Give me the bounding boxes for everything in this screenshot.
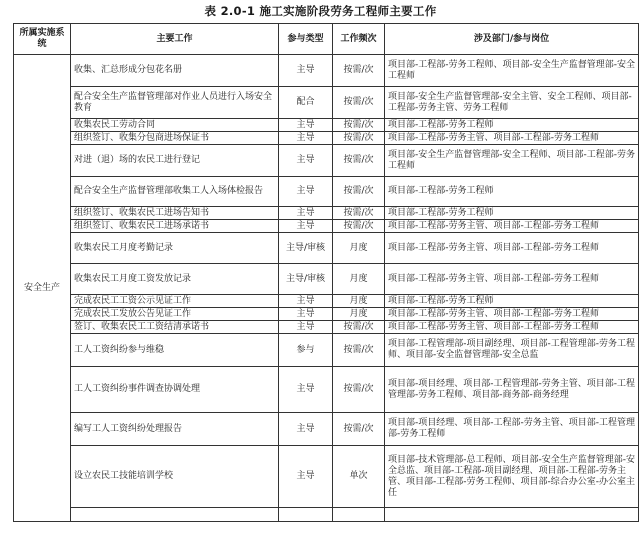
participation-type-cell: 主导 — [279, 367, 333, 413]
frequency-cell: 月度 — [333, 233, 385, 264]
frequency-cell: 按需/次 — [333, 55, 385, 87]
frequency-cell: 月度 — [333, 264, 385, 295]
table-row — [14, 132, 639, 145]
departments-cell: 项目部-工程部-劳务工程师 — [385, 119, 639, 132]
main-work-cell: 编写工人工资纠纷处理报告 — [71, 413, 279, 446]
table-row — [14, 264, 639, 295]
frequency-cell: 按需/次 — [333, 119, 385, 132]
system-category-cell: 安全生产 — [14, 55, 71, 522]
frequency-cell: 按需/次 — [333, 334, 385, 367]
frequency-cell: 按需/次 — [333, 177, 385, 207]
main-work-cell: 工人工资纠纷参与维稳 — [71, 334, 279, 367]
participation-type-cell: 主导 — [279, 55, 333, 87]
main-work-cell: 组织签订、收集农民工进场告知书 — [71, 207, 279, 220]
frequency-cell: 月度 — [333, 295, 385, 308]
frequency-cell: 按需/次 — [333, 367, 385, 413]
main-work-cell: 组织签订、收集农民工进场承诺书 — [71, 220, 279, 233]
table-row — [14, 367, 639, 413]
table-header-row — [14, 24, 639, 55]
main-work-cell: 收集农民工月度考勤记录 — [71, 233, 279, 264]
participation-type-cell: 主导/审核 — [279, 233, 333, 264]
departments-cell: 项目部-工程部-劳务工程师 — [385, 177, 639, 207]
participation-type-cell: 主导 — [279, 321, 333, 334]
table-row — [14, 413, 639, 446]
header-main-work: 主要工作 — [71, 24, 279, 55]
main-work-cell: 配合安全生产监督管理部对作业人员进行入场安全教育 — [71, 87, 279, 119]
table-row-cutoff — [14, 508, 639, 522]
departments-cell: 项目部-技术管理部-总工程师、项目部-安全生产监督管理部-安全总监、项目部-工程部-项目副经理、项目部-工程部-劳务主管、项目部-工程部-劳务工程师、项目部-综合办公室-办公室主任 — [385, 446, 639, 508]
participation-type-cell: 主导 — [279, 295, 333, 308]
departments-cell: 项目部-工程部-劳务主管、项目部-工程部-劳务工程师 — [385, 264, 639, 295]
table-body — [14, 55, 639, 522]
participation-type-cell: 主导 — [279, 119, 333, 132]
table-row — [14, 334, 639, 367]
frequency-cell: 月度 — [333, 308, 385, 321]
participation-type-cell: 主导 — [279, 446, 333, 508]
frequency-cell: 按需/次 — [333, 132, 385, 145]
table-row — [14, 55, 639, 87]
main-work-cell: 组织签订、收集分包商进场保证书 — [71, 132, 279, 145]
main-work-cell: 收集农民工月度工资发放记录 — [71, 264, 279, 295]
participation-type-cell: 主导 — [279, 207, 333, 220]
participation-type-cell: 参与 — [279, 334, 333, 367]
main-work-cell: 配合安全生产监督管理部收集工人入场体检报告 — [71, 177, 279, 207]
work-table — [13, 23, 639, 522]
frequency-cell: 按需/次 — [333, 207, 385, 220]
departments-cell: 项目部-工程部-劳务工程师 — [385, 207, 639, 220]
empty-cell — [333, 508, 385, 522]
frequency-cell: 按需/次 — [333, 413, 385, 446]
header-participation-type: 参与类型 — [279, 24, 333, 55]
table-row — [14, 446, 639, 508]
table-row — [14, 220, 639, 233]
main-work-cell: 完成农民工工资公示见证工作 — [71, 295, 279, 308]
departments-cell: 项目部-工程部-劳务主管、项目部-工程部-劳务工程师 — [385, 233, 639, 264]
departments-cell: 项目部-安全生产监督管理部-安全主管、安全工程师、项目部-工程部-劳务主管、劳务工程师 — [385, 87, 639, 119]
participation-type-cell: 主导/审核 — [279, 264, 333, 295]
participation-type-cell: 主导 — [279, 132, 333, 145]
table-row — [14, 119, 639, 132]
table-row — [14, 177, 639, 207]
participation-type-cell: 主导 — [279, 220, 333, 233]
main-work-cell: 签订、收集农民工工资结清承诺书 — [71, 321, 279, 334]
participation-type-cell: 主导 — [279, 177, 333, 207]
departments-cell: 项目部-项目经理、项目部-工程管理部-劳务主管、项目部-工程管理部-劳务工程师、项目部-商务部-商务经理 — [385, 367, 639, 413]
table-row — [14, 207, 639, 220]
main-work-cell: 工人工资纠纷事件调查协调处理 — [71, 367, 279, 413]
departments-cell: 项目部-工程管理部-项目副经理、项目部-工程管理部-劳务工程师、项目部-安全监督管理部-安全总监 — [385, 334, 639, 367]
table-row — [14, 308, 639, 321]
frequency-cell: 单次 — [333, 446, 385, 508]
table-caption: 表 2.0-1 施工实施阶段劳务工程师主要工作 — [204, 4, 437, 18]
frequency-cell: 按需/次 — [333, 321, 385, 334]
main-work-cell: 收集、汇总形成分包花名册 — [71, 55, 279, 87]
departments-cell: 项目部-工程部-劳务主管、项目部-工程部-劳务工程师 — [385, 321, 639, 334]
empty-cell — [385, 508, 639, 522]
participation-type-cell: 配合 — [279, 87, 333, 119]
departments-cell: 项目部-项目经理、项目部-工程部-劳务主管、项目部-工程管理部-劳务工程师 — [385, 413, 639, 446]
main-work-cell: 对进（退）场的农民工进行登记 — [71, 145, 279, 177]
main-work-cell: 完成农民工发放公告见证工作 — [71, 308, 279, 321]
empty-cell — [279, 508, 333, 522]
participation-type-cell: 主导 — [279, 413, 333, 446]
table-row — [14, 321, 639, 334]
empty-cell — [71, 508, 279, 522]
departments-cell: 项目部-工程部-劳务主管、项目部-工程部-劳务工程师 — [385, 308, 639, 321]
departments-cell: 项目部-工程部-劳务工程师 — [385, 295, 639, 308]
table-row — [14, 145, 639, 177]
participation-type-cell: 主导 — [279, 145, 333, 177]
header-system: 所属实施系统 — [14, 24, 71, 55]
table-row — [14, 233, 639, 264]
participation-type-cell: 主导 — [279, 308, 333, 321]
main-work-cell: 收集农民工劳动合同 — [71, 119, 279, 132]
header-frequency: 工作频次 — [333, 24, 385, 55]
departments-cell: 项目部-工程部-劳务主管、项目部-工程部-劳务工程师 — [385, 220, 639, 233]
main-work-cell: 设立农民工技能培训学校 — [71, 446, 279, 508]
table-row — [14, 295, 639, 308]
frequency-cell: 按需/次 — [333, 220, 385, 233]
header-departments: 涉及部门/参与岗位 — [385, 24, 639, 55]
table-row — [14, 87, 639, 119]
departments-cell: 项目部-工程部-劳务工程师、项目部-安全生产监督管理部-安全工程师 — [385, 55, 639, 87]
departments-cell: 项目部-工程部-劳务主管、项目部-工程部-劳务工程师 — [385, 132, 639, 145]
departments-cell: 项目部-安全生产监督管理部-安全工程师、项目部-工程部-劳务工程师 — [385, 145, 639, 177]
frequency-cell: 按需/次 — [333, 145, 385, 177]
frequency-cell: 按需/次 — [333, 87, 385, 119]
